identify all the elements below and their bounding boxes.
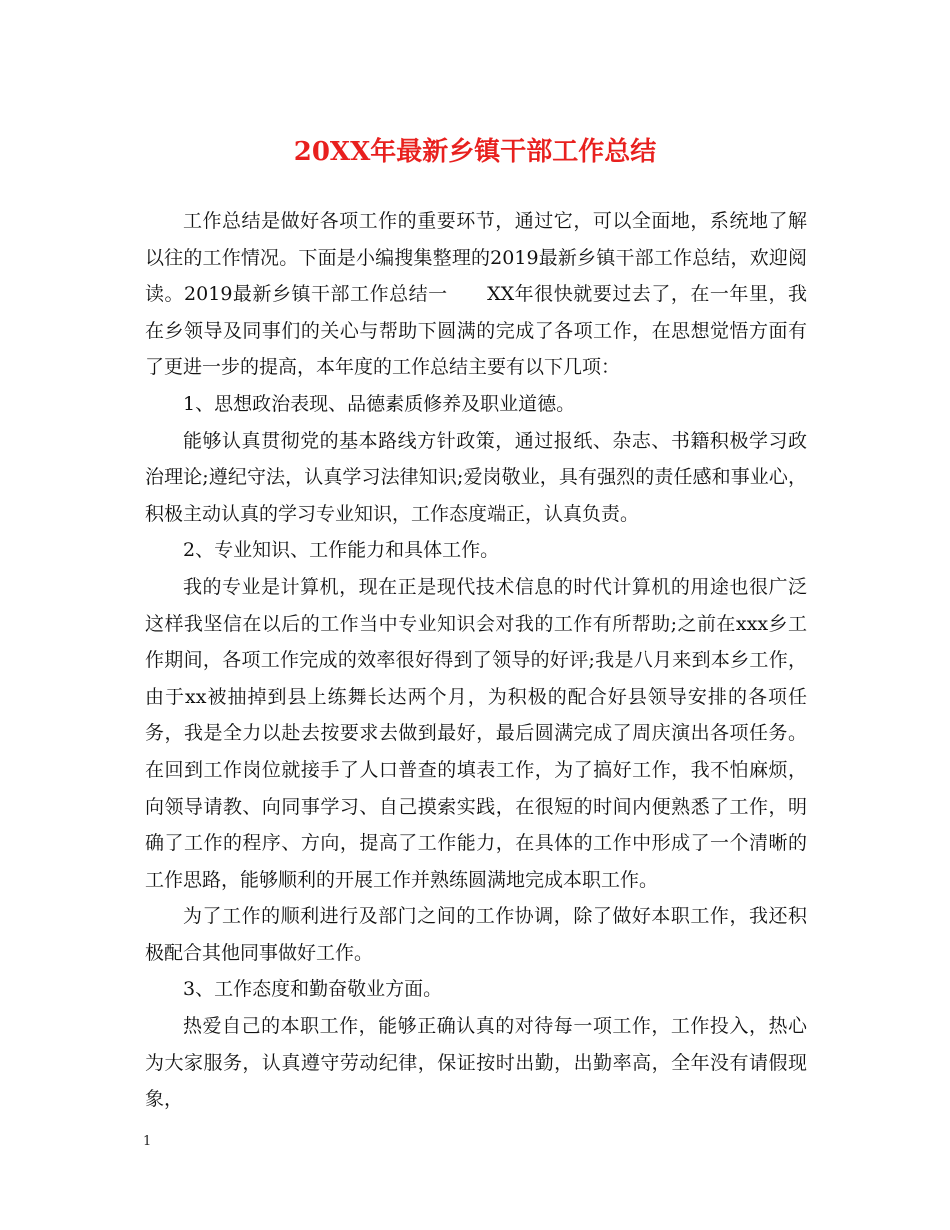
document-title: 20XX年最新乡镇干部工作总结: [293, 137, 657, 167]
section-heading-3: 3、工作态度和勤奋敬业方面。: [183, 978, 443, 1001]
paragraph-cooperation: 为了工作的顺利进行及部门之间的工作协调，除了做好本职工作，我还积极配合其他同事做好工作。: [145, 905, 807, 964]
paragraph-intro: 工作总结是做好各项工作的重要环节，通过它，可以全面地，系统地了解以往的工作情况。下面是小编搜集整理的2019最新乡镇干部工作总结，欢迎阅读。2019最新乡镇干部工作总结一 XX年很快就要过去了，在一年里，我在乡领导及同事们的关心与帮助下圆满的完成了各项工作，在思想觉悟方面有了更进一步的提高，本年度的工作总结主要有以下几项：: [145, 210, 807, 379]
section-heading-2: 2、专业知识、工作能力和具体工作。: [183, 539, 500, 562]
section-heading-1: 1、思想政治表现、品德素质修养及职业道德。: [183, 392, 576, 415]
paragraph-section-2: 我的专业是计算机，现在正是现代技术信息的时代计算机的用途也很广泛这样我坚信在以后的工作当中专业知识会对我的工作有所帮助;之前在xxx乡工作期间，各项工作完成的效率很好得到了领导的好评;我是八月来到本乡工作，由于xx被抽掉到县上练舞长达两个月，为积极的配合好县领导安排的各项任务，我是全力以赴去按要求去做到最好，最后圆满完成了周庆演出各项任务。在回到工作岗位就接手了人口普查的填表工作，为了搞好工作，我不怕麻烦，向领导请教、向同事学习、自己摸索实践，在很短的时间内便熟悉了工作，明确了工作的程序、方向，提高了工作能力，在具体的工作中形成了一个清晰的工作思路，能够顺利的开展工作并熟练圆满地完成本职工作。: [145, 575, 807, 891]
paragraph-section-3: 热爱自己的本职工作，能够正确认真的对待每一项工作，工作投入，热心为大家服务，认真遵守劳动纪律，保证按时出勤，出勤率高，全年没有请假现象，: [145, 1015, 807, 1111]
paragraph-section-1: 能够认真贯彻党的基本路线方针政策，通过报纸、杂志、书籍积极学习政治理论;遵纪守法，认真学习法律知识;爱岗敬业，具有强烈的责任感和事业心，积极主动认真的学习专业知识，工作态度端正，认真负责。: [145, 429, 807, 525]
page-number: 1: [143, 1134, 152, 1149]
document-body: [145, 203, 807, 1118]
